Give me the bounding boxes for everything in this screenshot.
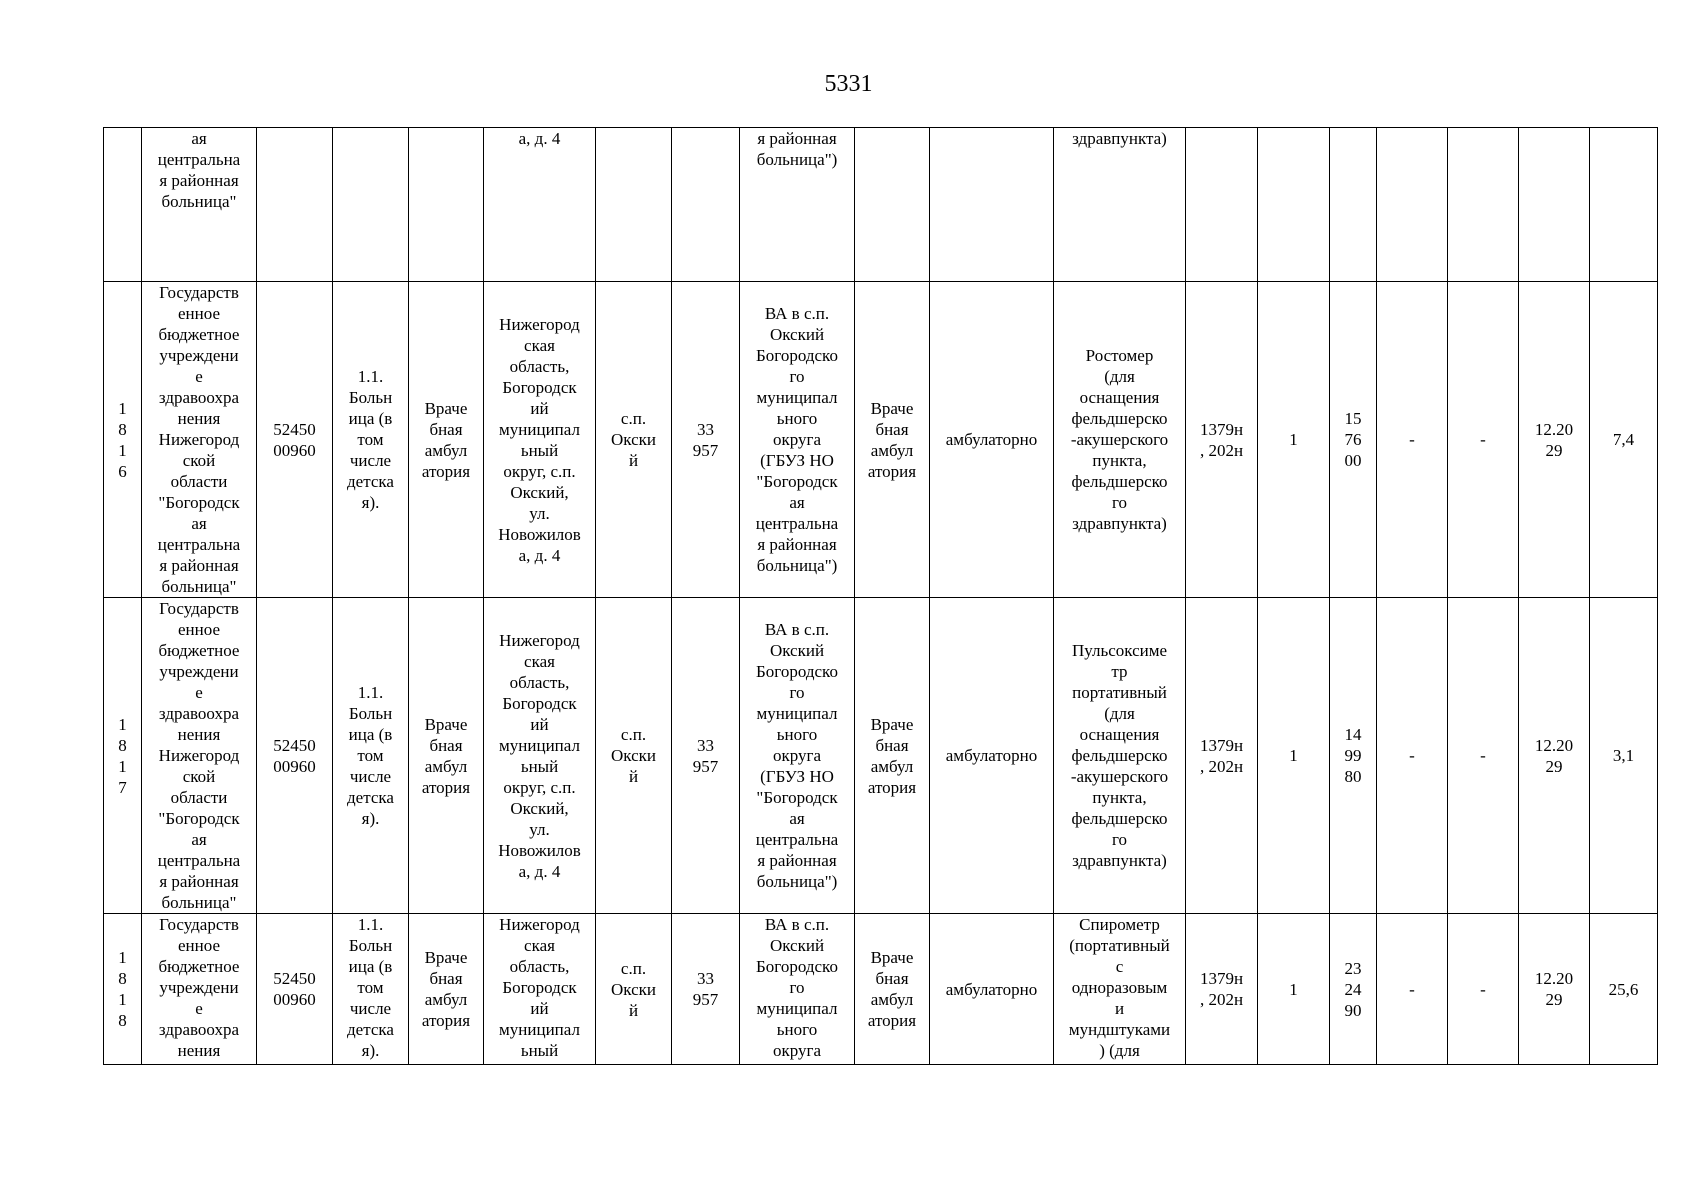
cell-row-number [104, 128, 142, 282]
cell-field-15 [1377, 598, 1448, 914]
cell-settlement [596, 128, 672, 282]
cell-field-15 [1377, 128, 1448, 282]
cell-population [672, 598, 740, 914]
organization-name-text: ая центральна я районная больница" [157, 129, 241, 211]
address-text: Нижегород ская область, Богородск ий муниципал ьный округ, с.п. Окский, ул. Новожилов а, д. 4 [498, 630, 581, 881]
field-15-text: - [1409, 746, 1415, 765]
cell-unit-name [740, 282, 855, 598]
cell-address [484, 128, 596, 282]
quantity-text: 1 [1289, 746, 1298, 765]
unit-category-text: Враче бная амбул атория [867, 398, 917, 481]
cell-row-number [104, 282, 142, 598]
settlement-text: с.п. Окски й [610, 409, 656, 470]
cell-quantity [1258, 598, 1330, 914]
cell-address [484, 914, 596, 1065]
cell-cost [1590, 128, 1658, 282]
cell-equipment-name [1054, 598, 1186, 914]
cell-unit-type [409, 598, 484, 914]
equipment-name-text: Ростомер (для оснащения фельдшерско -акушерского пункта, фельдшерско го здравпункта) [1070, 346, 1169, 533]
price-text: 14 99 80 [1344, 725, 1362, 786]
cost-text: 3,1 [1612, 746, 1635, 765]
organization-name-text: Государств енное бюджетное учреждени е здравоохра нения Нижегород ской области "Богородск ая центральна я районная больница" [157, 283, 241, 596]
population-text: 33 957 [692, 735, 719, 776]
cell-address [484, 282, 596, 598]
row-number-text: 1 8 1 8 [118, 948, 127, 1030]
cell-organization-name [142, 282, 257, 598]
cell-care-form [930, 282, 1054, 598]
address-text: Нижегород ская область, Богородск ий муниципал ьный [499, 915, 580, 1060]
cell-regulation [1186, 598, 1258, 914]
cell-deadline [1519, 282, 1590, 598]
cell-organization-code [257, 282, 333, 598]
cell-unit-type [409, 282, 484, 598]
cell-facility-type [333, 128, 409, 282]
table-row [104, 128, 1658, 282]
equipment-name-text: здравпункта) [1072, 129, 1167, 148]
unit-category-text: Враче бная амбул атория [867, 714, 917, 797]
equipment-table [103, 127, 1658, 1065]
cell-organization-name [142, 128, 257, 282]
regulation-text: 1379н , 202н [1199, 969, 1244, 1009]
cell-facility-type [333, 282, 409, 598]
facility-type-text: 1.1. Больн ица (в том числе детска я). [347, 683, 394, 828]
care-form-text: амбулаторно [945, 746, 1038, 765]
cell-facility-type [333, 598, 409, 914]
cell-field-15 [1377, 282, 1448, 598]
cell-quantity [1258, 282, 1330, 598]
cell-cost [1590, 914, 1658, 1065]
equipment-name-text: Пульсоксиме тр портативный (для оснащения фельдшерско -акушерского пункта, фельдшерско го здравпункта) [1070, 641, 1169, 870]
cell-unit-name [740, 598, 855, 914]
page-number: 5331 [824, 71, 873, 97]
cell-deadline [1519, 128, 1590, 282]
field-16-text: - [1480, 979, 1486, 999]
cell-care-form [930, 598, 1054, 914]
cell-equipment-name [1054, 914, 1186, 1065]
field-15-text: - [1409, 430, 1415, 449]
facility-type-text: 1.1. Больн ица (в том числе детска я). [347, 915, 394, 1060]
cell-unit-category [855, 598, 930, 914]
cell-unit-type [409, 128, 484, 282]
organization-name-text: Государств енное бюджетное учреждени е здравоохра нения Нижегород ской области "Богородск ая центральна я районная больница" [157, 599, 241, 912]
cell-price [1330, 598, 1377, 914]
deadline-text: 12.20 29 [1534, 419, 1574, 460]
field-16-text: - [1480, 430, 1486, 449]
cell-care-form [930, 128, 1054, 282]
cell-unit-category [855, 914, 930, 1065]
cell-equipment-name [1054, 128, 1186, 282]
settlement-text: с.п. Окски й [610, 958, 656, 1020]
price-text: 15 76 00 [1344, 409, 1362, 470]
cell-organization-name [142, 914, 257, 1065]
price-text: 23 24 90 [1344, 958, 1362, 1020]
organization-code-text: 52450 00960 [273, 969, 316, 1009]
unit-name-text: я районная больница") [756, 129, 838, 169]
quantity-text: 1 [1289, 430, 1298, 449]
cell-unit-name [740, 914, 855, 1065]
unit-category-text: Враче бная амбул атория [867, 948, 917, 1030]
facility-type-text: 1.1. Больн ица (в том числе детска я). [347, 367, 394, 512]
cell-deadline [1519, 598, 1590, 914]
field-15-text: - [1409, 979, 1415, 999]
cell-cost [1590, 282, 1658, 598]
cell-price [1330, 282, 1377, 598]
cell-unit-type [409, 914, 484, 1065]
regulation-text: 1379н , 202н [1199, 735, 1244, 776]
care-form-text: амбулаторно [945, 430, 1038, 449]
quantity-text: 1 [1289, 979, 1298, 999]
cost-text: 25,6 [1608, 979, 1639, 999]
field-16-text: - [1480, 746, 1486, 765]
cell-organization-code [257, 128, 333, 282]
unit-name-text: ВА в с.п. Окский Богородско го муниципал ьного округа (ГБУЗ НО "Богородск ая центральна я районная больница") [755, 304, 839, 575]
population-text: 33 957 [692, 419, 719, 460]
unit-type-text: Враче бная амбул атория [421, 398, 471, 481]
unit-name-text: ВА в с.п. Окский Богородско го муниципал ьного округа [756, 915, 838, 1060]
cell-regulation [1186, 128, 1258, 282]
cell-quantity [1258, 914, 1330, 1065]
address-text: Нижегород ская область, Богородск ий муниципал ьный округ, с.п. Окский, ул. Новожилов а, д. 4 [498, 314, 581, 565]
cell-row-number [104, 914, 142, 1065]
deadline-text: 12.20 29 [1534, 735, 1574, 776]
unit-name-text: ВА в с.п. Окский Богородско го муниципал ьного округа (ГБУЗ НО "Богородск ая центральна я районная больница") [755, 620, 839, 891]
cell-population [672, 128, 740, 282]
cell-regulation [1186, 282, 1258, 598]
cell-settlement [596, 914, 672, 1065]
cell-regulation [1186, 914, 1258, 1065]
cell-deadline [1519, 914, 1590, 1065]
regulation-text: 1379н , 202н [1199, 419, 1244, 460]
table-row [104, 282, 1658, 598]
cell-unit-category [855, 282, 930, 598]
deadline-text: 12.20 29 [1534, 969, 1574, 1009]
address-text: а, д. 4 [518, 129, 561, 148]
cell-price [1330, 128, 1377, 282]
cell-settlement [596, 282, 672, 598]
cell-unit-name [740, 128, 855, 282]
cell-settlement [596, 598, 672, 914]
cell-field-16 [1448, 282, 1519, 598]
cell-address [484, 598, 596, 914]
cell-cost [1590, 598, 1658, 914]
organization-code-text: 52450 00960 [273, 419, 316, 460]
organization-code-text: 52450 00960 [273, 735, 316, 776]
cell-field-16 [1448, 914, 1519, 1065]
cell-equipment-name [1054, 282, 1186, 598]
cell-unit-category [855, 128, 930, 282]
cell-organization-code [257, 598, 333, 914]
equipment-name-text: Спирометр (портативный с одноразовым и мундштуками ) (для [1068, 915, 1171, 1060]
cell-facility-type [333, 914, 409, 1065]
row-number-text: 1 8 1 6 [118, 398, 127, 481]
unit-type-text: Враче бная амбул атория [421, 948, 471, 1030]
cell-population [672, 914, 740, 1065]
population-text: 33 957 [692, 969, 719, 1009]
cell-quantity [1258, 128, 1330, 282]
table-row [104, 914, 1658, 1065]
cell-price [1330, 914, 1377, 1065]
cell-field-15 [1377, 914, 1448, 1065]
unit-type-text: Враче бная амбул атория [421, 714, 471, 797]
cell-organization-code [257, 914, 333, 1065]
table-row [104, 598, 1658, 914]
cell-organization-name [142, 598, 257, 914]
cell-field-16 [1448, 128, 1519, 282]
cell-row-number [104, 598, 142, 914]
care-form-text: амбулаторно [945, 979, 1038, 999]
cell-population [672, 282, 740, 598]
cost-text: 7,4 [1612, 430, 1635, 449]
cell-care-form [930, 914, 1054, 1065]
row-number-text: 1 8 1 7 [118, 714, 127, 797]
cell-field-16 [1448, 598, 1519, 914]
settlement-text: с.п. Окски й [610, 725, 656, 786]
organization-name-text: Государств енное бюджетное учреждени е здравоохра нения [158, 915, 240, 1060]
